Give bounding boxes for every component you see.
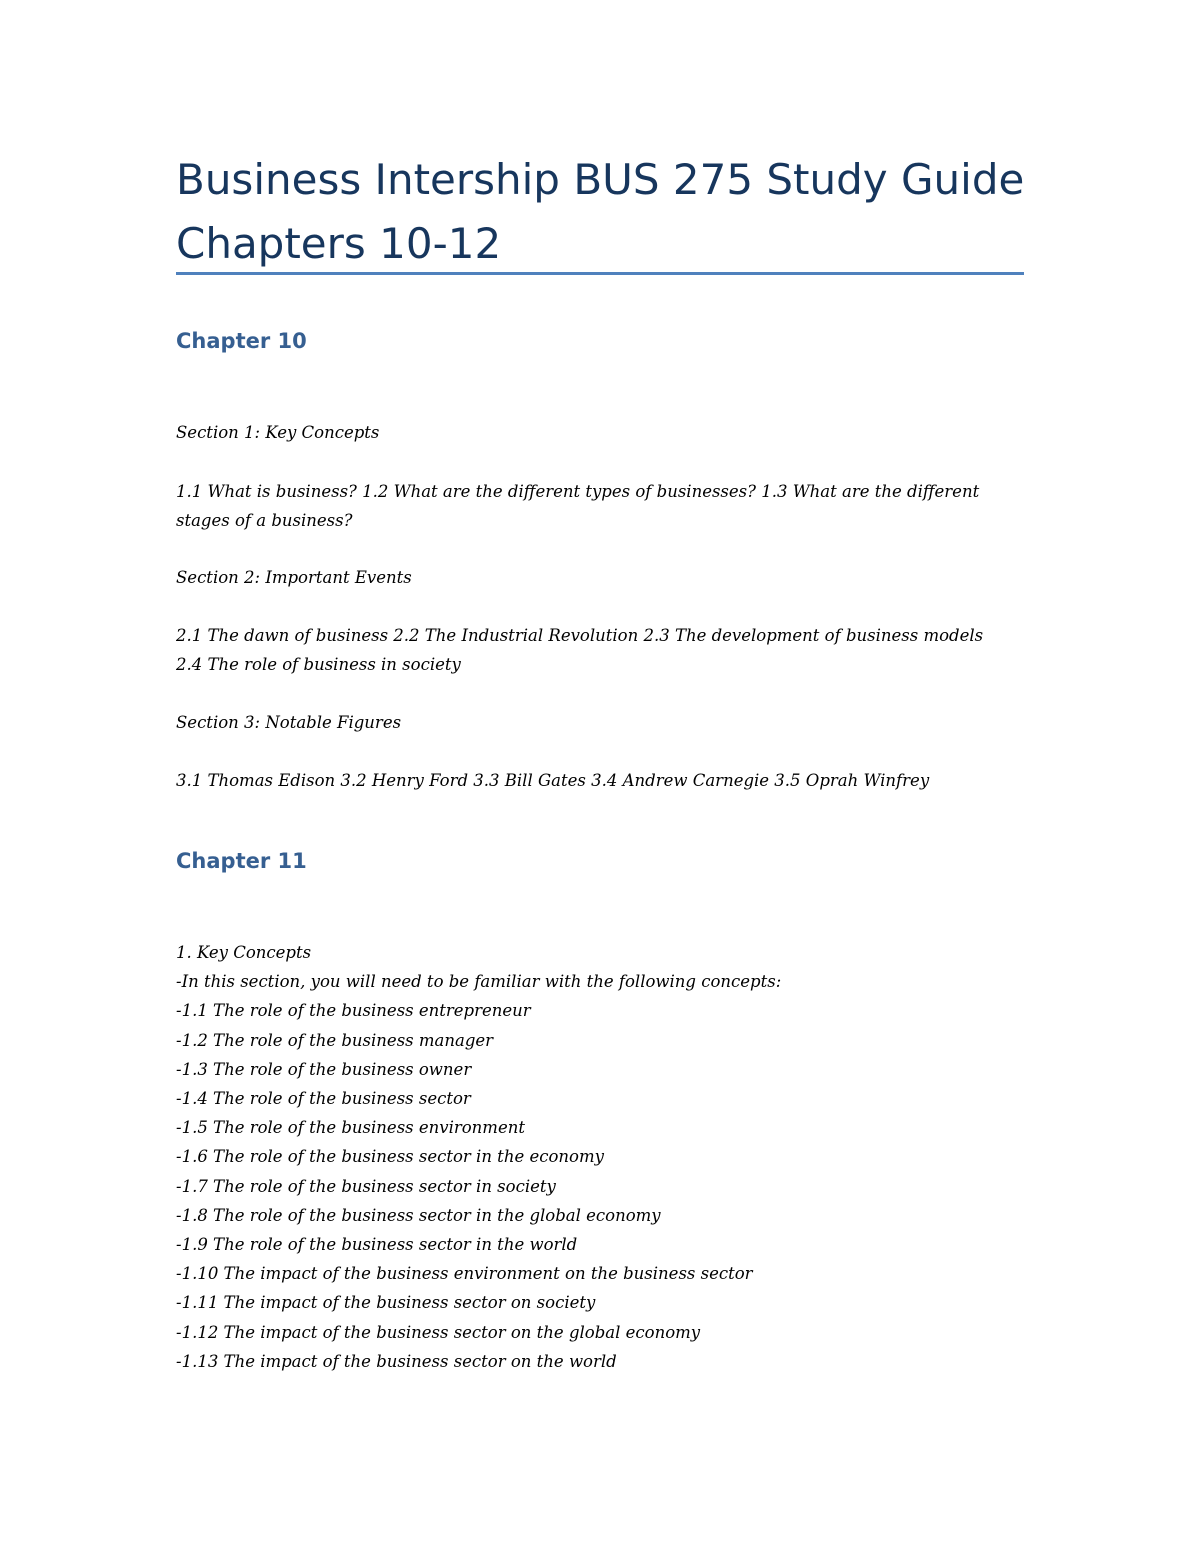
list-item: -1.6 The role of the business sector in the economy xyxy=(176,1147,604,1167)
chapter-10-section-1-body: 1.1 What is business? 1.2 What are the different types of businesses? 1.3 What are the different stages of a business? xyxy=(176,482,980,530)
list-item: -1.1 The role of the business entrepreneur xyxy=(176,1001,531,1021)
document-title xyxy=(176,148,1036,276)
list-item: -1.10 The impact of the business environment on the business sector xyxy=(176,1264,753,1284)
chapter-11-key-concepts-list xyxy=(176,938,1028,1376)
chapter-10-section-3-heading: Section 3: Notable Figures xyxy=(176,713,402,732)
list-item: -1.11 The impact of the business sector on society xyxy=(176,1293,596,1313)
list-item: -1.12 The impact of the business sector on the global economy xyxy=(176,1322,701,1342)
document-title-line-1: Business Intership BUS 275 Study Guide xyxy=(176,155,1025,204)
list-item: -1.5 The role of the business environment xyxy=(176,1118,525,1138)
list-item: 1. Key Concepts xyxy=(176,943,312,962)
list-item: -1.8 The role of the business sector in the global economy xyxy=(176,1205,661,1225)
chapter-10-section-2-body-line-1: 2.1 The dawn of business 2.2 The Industrial Revolution 2.3 The development of business models xyxy=(176,626,984,645)
chapter-11-heading: Chapter 11 xyxy=(176,849,307,873)
list-item: -1.4 The role of the business sector xyxy=(176,1089,471,1109)
list-item: -1.3 The role of the business owner xyxy=(176,1059,472,1079)
chapter-10-section-3-body: 3.1 Thomas Edison 3.2 Henry Ford 3.3 Bill Gates 3.4 Andrew Carnegie 3.5 Oprah Winfrey xyxy=(176,771,930,790)
document-title-line-2: Chapters 10-12 xyxy=(176,219,502,268)
chapter-10-section-2-heading: Section 2: Important Events xyxy=(176,568,412,587)
list-item: -1.2 The role of the business manager xyxy=(176,1030,494,1050)
chapter-10-section-1-heading: Section 1: Key Concepts xyxy=(176,423,380,442)
chapter-10-section-2-body-line-2: 2.4 The role of business in society xyxy=(176,655,461,674)
list-item: -1.7 The role of the business sector in society xyxy=(176,1176,556,1196)
list-item: -1.13 The impact of the business sector on the world xyxy=(176,1351,617,1371)
list-item: -1.9 The role of the business sector in the world xyxy=(176,1235,578,1255)
chapter-10-heading: Chapter 10 xyxy=(176,329,307,353)
title-underline-rule xyxy=(176,272,1024,275)
list-item: -In this section, you will need to be familiar with the following concepts: xyxy=(176,972,782,992)
